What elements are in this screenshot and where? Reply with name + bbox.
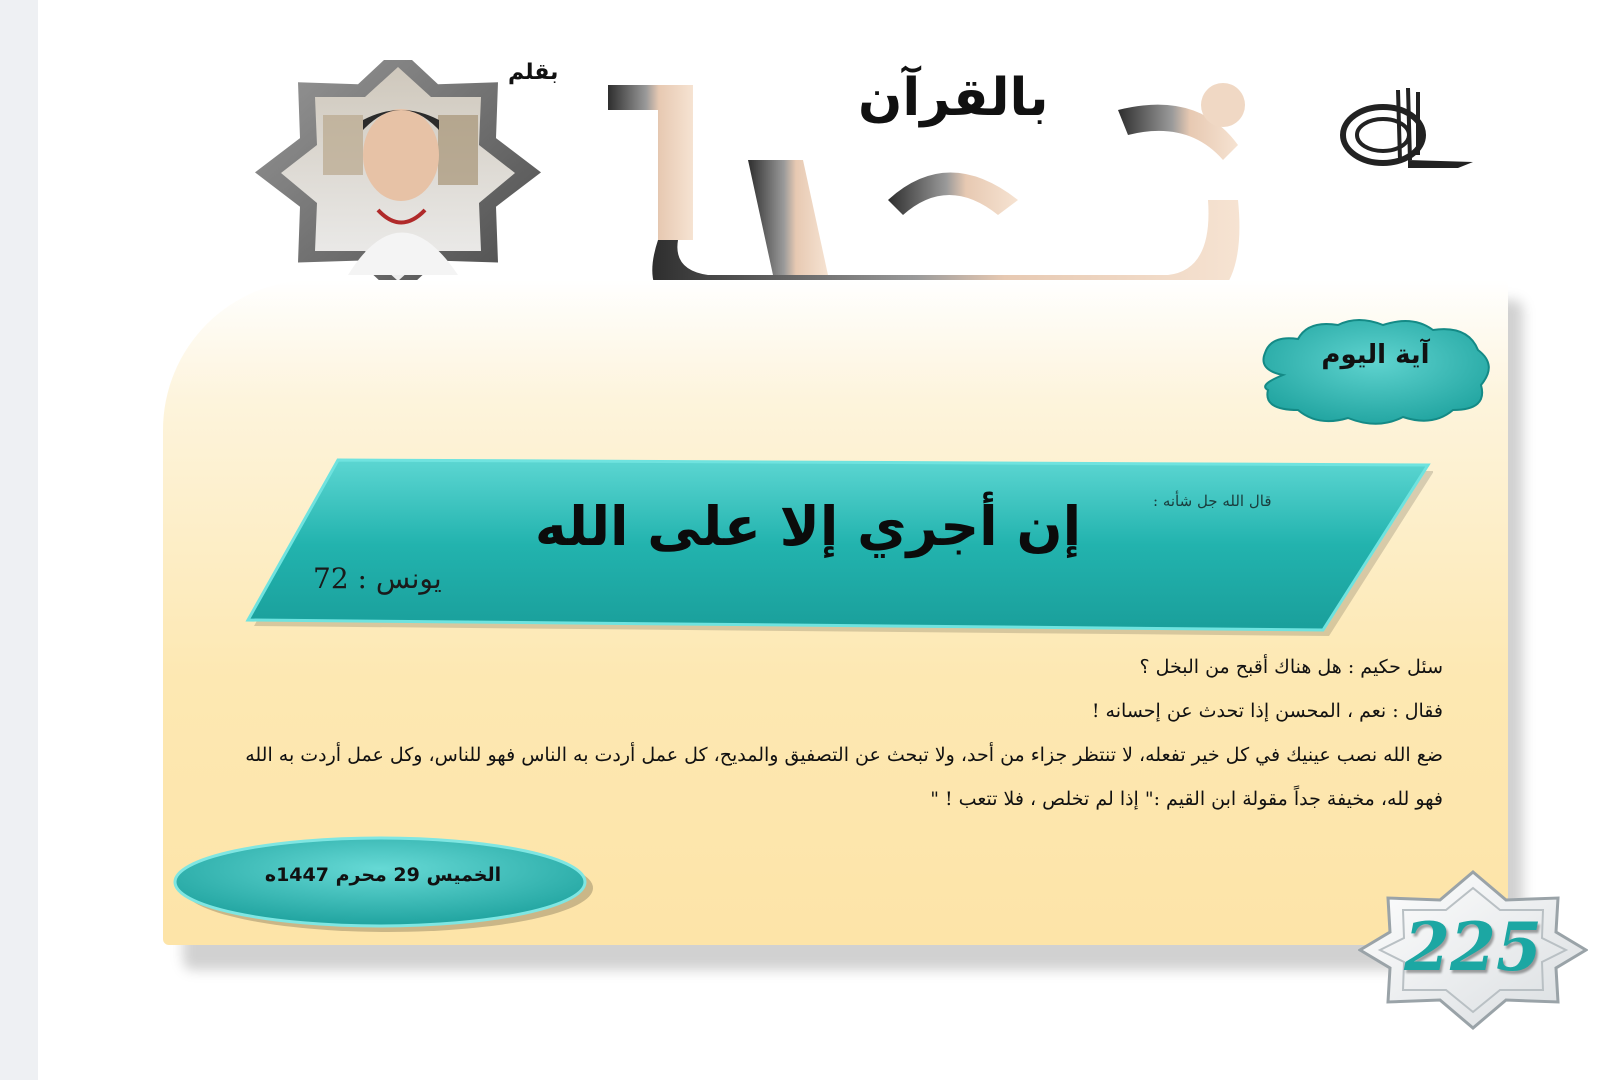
verse-intro: قال الله جل شأنه : (1153, 492, 1272, 510)
author-photo (253, 60, 543, 290)
body-line-3: ضع الله نصب عينيك في كل خير تفعله، لا تنتظر جزاء من أحد، ولا تبحث عن التصفيق والمديح، كل عمل أردت به الناس فهو للناس، وكل عمل أردت به الله فهو لله، مخيفة جداً مقولة ابن القيم :" إذا لم تخلص ، فلا تتعب ! " (245, 744, 1443, 810)
body-line-2: فقال : نعم ، المحسن إذا تحدث عن إحسانه ! (1091, 700, 1443, 722)
logo-title-top: بالقرآن (858, 68, 1049, 128)
verse-text: إن أجري إلا على الله (534, 495, 1082, 558)
verse-reference: يونس : 72 (313, 562, 442, 595)
page (38, 0, 1621, 1080)
verse-of-day-label: آية اليوم (1321, 340, 1430, 370)
calligraphy-emblem-icon (1338, 80, 1478, 180)
reflection-text (228, 645, 1443, 821)
date-text: الخميس 29 محرم 1447ه (264, 864, 502, 886)
issue-number: 225 (1404, 908, 1542, 986)
byline-label: بقلم (508, 60, 559, 85)
cloud-badge (1253, 315, 1498, 430)
body-line-1: سئل حكيم : هل هناك أقبح من البخل ؟ (1139, 656, 1443, 678)
